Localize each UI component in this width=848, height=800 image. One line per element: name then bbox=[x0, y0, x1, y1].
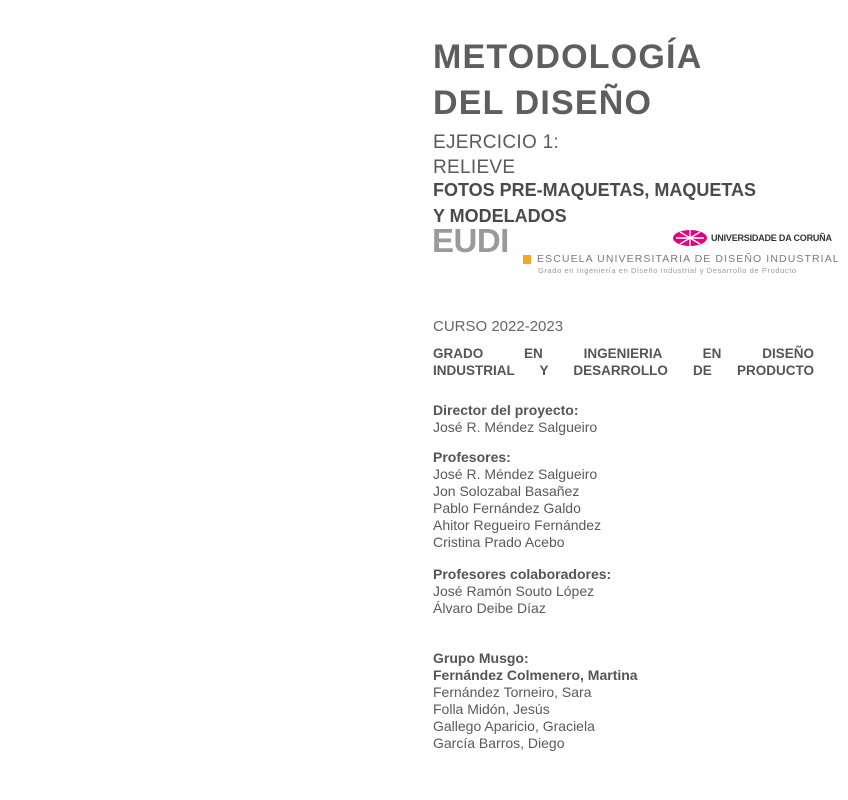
title-line-2: DEL DISEÑO bbox=[433, 84, 653, 122]
school-name: ESCUELA UNIVERSITARIA DE DISEÑO INDUSTRIAL bbox=[537, 253, 840, 265]
group-member: Folla Midón, Jesús bbox=[433, 701, 550, 717]
school-subtitle: Grado en Ingeniería en Diseño Industrial y Desarrollo de Producto bbox=[538, 266, 797, 275]
exercise-name: RELIEVE bbox=[433, 157, 516, 178]
exercise-heading bbox=[433, 130, 559, 180]
group-section bbox=[433, 650, 638, 752]
eudi-accent-square bbox=[523, 255, 531, 264]
director-name: José R. Méndez Salgueiro bbox=[433, 419, 598, 435]
collaborators-section bbox=[433, 566, 611, 617]
group-member: García Barros, Diego bbox=[433, 735, 565, 751]
degree-line-1: GRADO EN INGENIERIA EN DISEÑO bbox=[433, 346, 814, 361]
group-member: Fernández Torneiro, Sara bbox=[433, 684, 592, 700]
collaborator-name: José Ramón Souto López bbox=[433, 583, 595, 599]
university-logo bbox=[672, 228, 832, 248]
group-lead: Fernández Colmenero, Martina bbox=[433, 667, 638, 683]
document-title bbox=[433, 34, 702, 126]
university-name: UNIVERSIDADE DA CORUÑA bbox=[711, 233, 832, 243]
course-year: CURSO 2022-2023 bbox=[433, 318, 564, 335]
professors-section bbox=[433, 449, 601, 551]
professor-name: Cristina Prado Acebo bbox=[433, 534, 565, 550]
professor-name: Ahitor Regueiro Fernández bbox=[433, 517, 602, 533]
group-member: Gallego Aparicio, Graciela bbox=[433, 718, 595, 734]
collaborator-name: Álvaro Deibe Díaz bbox=[433, 600, 546, 616]
university-emblem-icon bbox=[672, 228, 708, 248]
exercise-subtitle-line-1: FOTOS PRE-MAQUETAS, MAQUETAS bbox=[433, 180, 757, 200]
title-line-1: METODOLOGÍA bbox=[433, 38, 703, 76]
professor-name: Pablo Fernández Galdo bbox=[433, 500, 581, 516]
professor-name: José R. Méndez Salgueiro bbox=[433, 466, 598, 482]
eudi-logo: EUDI bbox=[432, 222, 509, 259]
director-section bbox=[433, 402, 597, 436]
collaborators-heading: Profesores colaboradores: bbox=[433, 566, 612, 582]
exercise-subtitle-line-2: Y MODELADOS bbox=[433, 206, 567, 226]
degree-name bbox=[433, 345, 814, 379]
exercise-number: EJERCICIO 1: bbox=[433, 132, 560, 153]
degree-line-2: INDUSTRIAL Y DESARROLLO DE PRODUCTO bbox=[433, 363, 814, 378]
group-heading: Grupo Musgo: bbox=[433, 650, 529, 666]
professor-name: Jon Solozabal Basañez bbox=[433, 483, 580, 499]
director-heading: Director del proyecto: bbox=[433, 402, 579, 418]
professors-heading: Profesores: bbox=[433, 449, 511, 465]
